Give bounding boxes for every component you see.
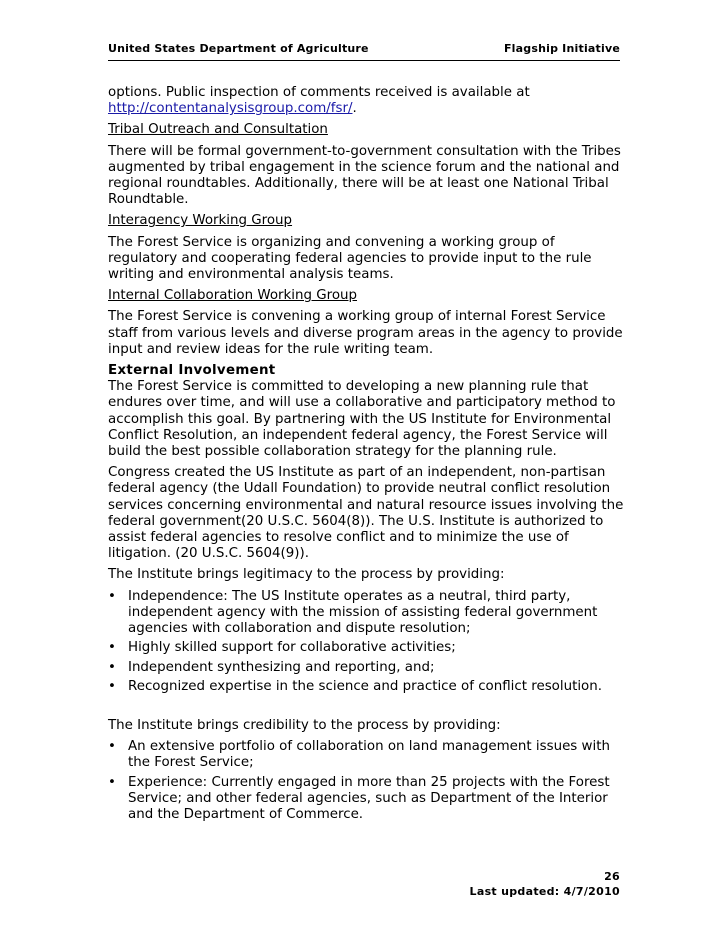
list-item: • Independence: The US Institute operates as a neutral, third party, independent agency with the mission of assisting federal government agencies with collaboration and dispute resolution;	[108, 589, 624, 638]
page-number: 26	[604, 870, 620, 883]
list-item: • An extensive portfolio of collaboration on land management issues with the Forest Service;	[108, 739, 624, 771]
last-updated: Last updated: 4/7/2010	[469, 885, 620, 898]
legitimacy-intro: The Institute brings legitimacy to the process by providing:	[108, 567, 505, 583]
comments-link[interactable]: http://contentanalysisgroup.com/fsr/	[108, 101, 353, 117]
page-footer	[470, 869, 620, 899]
internal-paragraph: The Forest Service is convening a working group of internal Forest Service staff from various levels and diverse program areas in the agency to provide input and review ideas for the rule writing team.	[108, 309, 623, 357]
page-body	[108, 85, 624, 828]
external-paragraph: The Forest Service is committed to developing a new planning rule that endures over time, and will use a collaborative and participatory method to accomplish this goal. By partnering with the US Institute for Environmental Conflict Resolution, an independent federal agency, the Forest Service will build the best possible collaboration strategy for the planning rule.	[108, 379, 616, 460]
credibility-list	[108, 739, 624, 823]
list-item: • Independent synthesizing and reporting, and;	[108, 660, 624, 676]
list-item: • Recognized expertise in the science and practice of conflict resolution.	[108, 679, 624, 695]
spacer	[108, 700, 624, 718]
legitimacy-list	[108, 589, 624, 695]
interagency-heading: Interagency Working Group	[108, 213, 293, 229]
interagency-paragraph: The Forest Service is organizing and convening a working group of regulatory and cooperating federal agencies to provide input to the rule writing and environmental analysis teams.	[108, 234, 592, 283]
intro-text: options. Public inspection of comments received is available at	[108, 85, 530, 100]
credibility-intro: The Institute brings credibility to the process by providing:	[108, 717, 501, 733]
header-agency: United States Department of Agriculture	[108, 42, 369, 55]
tribal-paragraph: There will be formal government-to-government consultation with the Tribes augmented by tribal engagement in the science forum and the national and regional roundtables. Additionally, there will be at least one National Tribal Roundtable.	[108, 143, 621, 208]
external-heading: External Involvement	[108, 363, 276, 379]
header-divider	[108, 60, 620, 61]
intro-period: .	[352, 101, 357, 117]
intro-paragraph	[108, 85, 624, 117]
list-item: • Highly skilled support for collaborative activities;	[108, 640, 624, 656]
header-initiative: Flagship Initiative	[503, 42, 620, 55]
list-item: • Experience: Currently engaged in more than 25 projects with the Forest Service; and other federal agencies, such as Department of the Interior and the Department of Commerce.	[108, 775, 624, 824]
internal-heading: Internal Collaboration Working Group	[108, 288, 358, 304]
tribal-heading: Tribal Outreach and Consultation	[108, 122, 328, 138]
congress-paragraph: Congress created the US Institute as part of an independent, non-partisan federal agency (the Udall Foundation) to provide neutral conflict resolution services concerning environmental and natural resource issues involving the federal government(20 U.S.C. 5604(8)). The U.S. Institute is authorized to assist federal agencies to resolve conflict and to minimize the use of litigation. (20 U.S.C. 5604(9)).	[108, 465, 624, 562]
page-header	[108, 42, 620, 55]
